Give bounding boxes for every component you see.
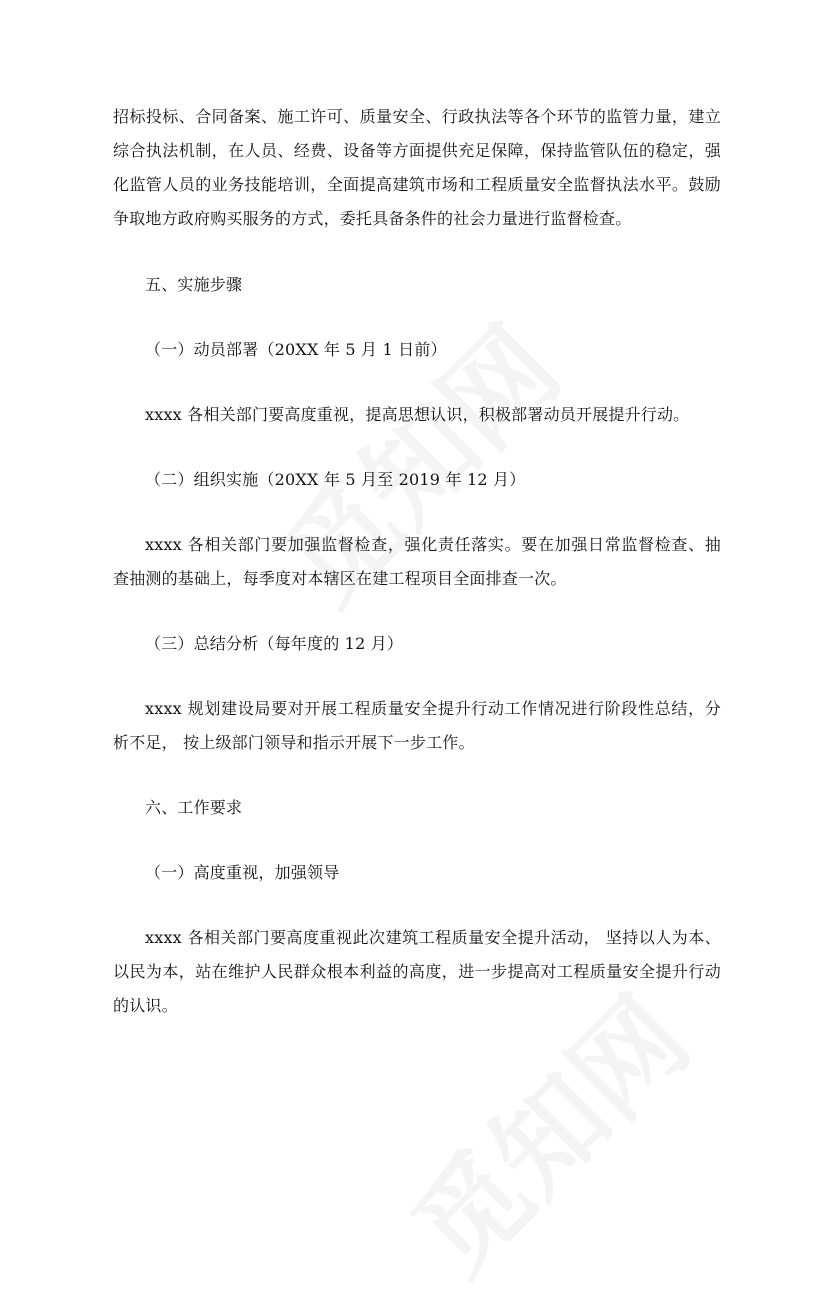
paragraph-summary: xxxx 规划建设局要对开展工程质量安全提升行动工作情况进行阶段性总结，分析不足， 按上级部门领导和指示开展下一步工作。 — [113, 699, 721, 752]
paragraph-leadership: xxxx 各相关部门要高度重视此次建筑工程质量安全提升活动， 坚持以人为本、以民为本，站在维护人民群众根本利益的高度，进一步提高对工程质量安全提升行动的认识。 — [113, 928, 721, 1015]
document-body — [113, 100, 721, 1023]
subsection-heading-mobilization: （一）动员部署（20XX 年 5 月 1 日前） — [145, 340, 447, 359]
subsection-heading-summary: （三）总结分析（每年度的 12 月） — [145, 634, 404, 653]
paragraph-mobilization: xxxx 各相关部门要高度重视，提高思想认识，积极部署动员开展提升行动。 — [145, 405, 690, 424]
paragraph-organization: xxxx 各相关部门要加强监督检查，强化责任落实。要在加强日常监督检查、抽查抽测的基础上，每季度对本辖区在建工程项目全面排查一次。 — [113, 535, 721, 588]
section-heading-work-requirements: 六、工作要求 — [145, 798, 243, 817]
section-heading-implementation-steps: 五、实施步骤 — [145, 275, 243, 294]
subsection-heading-leadership: （一）高度重视，加强领导 — [145, 863, 340, 882]
paragraph-continued: 招标投标、合同备案、施工许可、质量安全、行政执法等各个环节的监管力量，建立综合执法机制，在人员、经费、设备等方面提供充足保障，保持监管队伍的稳定，强化监管人员的业务技能培训，全面提高建筑市场和工程质量安全监督执法水平。鼓励争取地方政府购买服务的方式，委托具备条件的社会力量进行监督检查。 — [113, 107, 721, 228]
subsection-heading-organization: （二）组织实施（20XX 年 5 月至 2019 年 12 月） — [145, 470, 526, 489]
